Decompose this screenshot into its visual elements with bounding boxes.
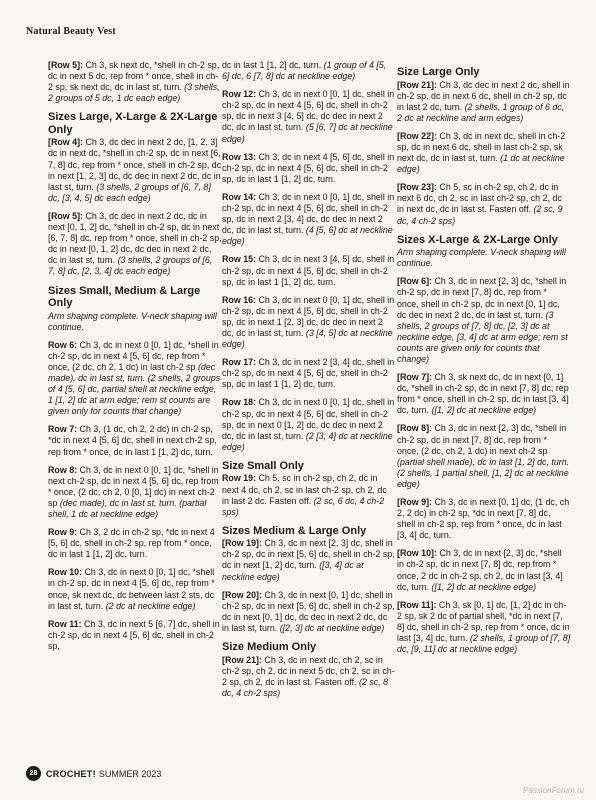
row-instructions: Ch 3, dc in next 0 [0, 1] dc, *shell in ch-2 sp, dc in next 4 [5, 6] dc, rep from * once, sk next dc, dc between last 2 sts, dc in last st, turn. bbox=[48, 567, 215, 611]
row-instructions: dc in last 1 [1, 2] dc, turn. bbox=[222, 60, 324, 70]
section-heading: Sizes Medium & Large Only bbox=[222, 524, 367, 537]
row-stitch-count: (2 shells, 1 group of 6 dc, 2 dc at neckline and arm edges) bbox=[397, 101, 565, 123]
row-stitch-count: (dec made), dc in last st, turn. (2 shells, 2 groups of 4 [5, 6] dc, partial shell at neckline edge, 1 [1, 2] dc at arm edge; rem st counts are given only for counts that change) bbox=[48, 361, 221, 417]
row-stitch-count: (dec made), dc in last st, turn. (partial shell, 1 dc at neckline edge) bbox=[48, 497, 207, 519]
row-stitch-count: (4 [5, 6] dc at neckline edge) bbox=[222, 225, 393, 247]
row-label: Row 16: bbox=[222, 294, 257, 305]
pattern-row bbox=[48, 619, 222, 652]
row-instructions: Ch 3, dc in next [2, 3] dc, *shell in ch-2 sp, dc in next [7, 8] dc, rep from * once, shell in ch-2 sp, dc in next [0, 1] dc, dc dec in next 2 dc, dc in last st, turn. bbox=[397, 276, 567, 320]
pattern-row bbox=[397, 497, 571, 541]
row-label: Row 12: bbox=[222, 89, 257, 100]
row-instructions: Ch 3, dc dec in next 2 dc, dc in next [0, 1, 2] dc, *shell in ch-2 sp, dc in next [6, 7, 8] dc, rep from * once, shell in ch-2 sp, dc in next [0, 1, 2] dc, dc dec in next 2 dc, dc in last st, turn. bbox=[48, 210, 222, 266]
pattern-row bbox=[222, 655, 396, 699]
row-instructions: Ch 3, dc in next 2 [3, 4] dc, shell in ch-2 sp, dc in next 4 [5, 6] dc, shell in ch-2 sp, dc in last 1 [1, 2] dc, turn. bbox=[222, 357, 395, 390]
row-instructions: Ch 3, dc in next [2, 3] dc, *shell in ch-2 sp, dc in next [7, 8] dc, rep from * once, 2 dc in ch-2 sp, ch 2, dc in last [3, 4] dc, turn. bbox=[397, 548, 563, 592]
section-heading: Size Large Only bbox=[397, 66, 480, 78]
row-label: Row 11: bbox=[48, 618, 82, 629]
pattern-row bbox=[48, 137, 222, 204]
section-note: Arm shaping complete. V-neck shaping will continue. bbox=[48, 310, 217, 332]
row-label: [Row 9]: bbox=[397, 497, 433, 507]
row-label: [Row 22]: bbox=[397, 130, 437, 141]
row-stitch-count: (2 sc, 6 dc, 4 ch-2 sps) bbox=[222, 495, 385, 517]
row-label: [Row 21]: bbox=[222, 654, 262, 665]
row-instructions: Ch 3, dc in next 0 [0, 1] dc, *shell in ch-2 sp, dc in next 4 [5, 6] dc, rep from * once, (2 dc, ch 2, 1 dc) in last ch-2 sp bbox=[48, 339, 219, 372]
row-stitch-count: (3 shells, 2 groups of 5 dc, 1 dc each edge) bbox=[48, 82, 220, 104]
pattern-row bbox=[48, 424, 222, 457]
pattern-row bbox=[397, 131, 571, 175]
pattern-row bbox=[222, 295, 396, 350]
row-label: [Row 5]: bbox=[48, 210, 84, 221]
pattern-row bbox=[222, 538, 396, 582]
row-instructions: Ch 3, dc in next [2, 3] dc, shell in ch-2 sp, dc in next [5, 6] dc, shell in ch-2 sp, dc in next [1, 2] dc, turn. bbox=[222, 538, 395, 571]
pattern-row bbox=[222, 590, 396, 634]
row-stitch-count: ([2, 3] dc at neckline edge) bbox=[279, 622, 385, 633]
column-1 bbox=[48, 60, 222, 659]
pattern-row bbox=[222, 152, 396, 185]
row-instructions: Ch 3, 2 dc in ch-2 sp, *dc in next 4 [5, 6] dc, shell in ch-2 sp, rep from * once, dc in last 1 [1, 2] dc, turn. bbox=[48, 527, 215, 560]
row-stitch-count: (2 sc, 8 dc, 4 ch-2 sps) bbox=[222, 676, 389, 698]
row-label: [Row 10]: bbox=[397, 548, 437, 559]
page-number: 28 bbox=[26, 766, 41, 781]
row-stitch-count: (3 shells, 2 groups of [7, 8] dc, [2, 3] dc at neckline edge, [3, 4] dc at arm edge; rem st counts are given only for counts that change) bbox=[397, 309, 568, 364]
row-label: Row 14: bbox=[222, 191, 257, 202]
pattern-row bbox=[48, 60, 222, 104]
row-instructions: Ch 3, dc in next 3 [4, 5] dc, shell in ch-2 sp, dc in next 4 [5, 6] dc, shell in ch-2 sp, dc in last 1 [1, 2] dc, turn. bbox=[222, 254, 395, 287]
row-label: Row 10: bbox=[48, 567, 83, 578]
row-stitch-count: (2 dc at neckline edge) bbox=[105, 600, 196, 611]
pattern-row bbox=[48, 340, 222, 418]
row-instructions: Ch 3, dc in next 0 [0, 1] dc, shell in ch-2 sp, dc in next 4 [5, 6] dc, shell in ch-2 sp, dc in next 1 [2, 3] dc, dc dec in next 2 dc, dc in last st, turn. bbox=[222, 294, 395, 338]
pattern-row bbox=[397, 372, 571, 416]
pattern-row bbox=[397, 600, 571, 655]
row-label: [Row 21]: bbox=[397, 79, 437, 90]
issue-name: SUMMER 2023 bbox=[98, 768, 162, 779]
section-note: Arm shaping complete. V-neck shaping will continue. bbox=[397, 247, 566, 269]
row-stitch-count: ([1, 2] dc at neckline edge) bbox=[431, 581, 537, 592]
row-label: Row 9: bbox=[48, 527, 78, 538]
row-instructions: Ch 3, sk [0, 1] dc, [1, 2] dc in ch-2 sp, sk 2 dc of partial shell, *dc in next [7, 8] dc, shell in ch-2 sp, rep from * once, dc in last [3, 4] dc, turn. bbox=[397, 599, 570, 644]
row-stitch-count: (5 [6, 7] dc at neckline edge) bbox=[222, 122, 393, 144]
row-label: [Row 4]: bbox=[48, 137, 84, 148]
row-stitch-count: ([3, 4] dc at neckline edge) bbox=[222, 560, 364, 582]
section-heading: Size Medium Only bbox=[222, 641, 317, 654]
page-header: Natural Beauty Vest bbox=[26, 26, 116, 37]
row-instructions: Ch 3, sk next dc, *shell in ch-2 sp, dc in next 5 dc, rep from * once, shell in ch-2 sp, sk next dc, dc in last st, turn. bbox=[48, 60, 220, 93]
row-label: Row 13: bbox=[222, 151, 257, 162]
row-label: [Row 23]: bbox=[397, 182, 437, 193]
row-instructions: Ch 3, dc in next 0 [0, 1] dc, shell in ch-2 sp, dc in next 4 [5, 6] dc, shell in ch-2 sp, dc in next 0 [1, 2] dc, dc dec in next 2 dc, dc in last st, turn. bbox=[222, 397, 395, 441]
pattern-row bbox=[222, 254, 396, 287]
row-instructions: Ch 5, sc in ch-2 sp, ch 2, dc in next 4 dc, ch 2, sc in last ch-2 sp, ch 2, dc in last 2 dc. Fasten off. bbox=[222, 473, 387, 506]
pattern-row bbox=[222, 89, 396, 144]
row-label: [Row 5]: bbox=[48, 60, 84, 70]
row-stitch-count: (2 shells, 1 group of [7, 8] dc, [9, 11] dc at neckline edge) bbox=[397, 633, 571, 655]
row-instructions: Ch 3, dc in next 4 [5, 6] dc, shell in ch-2 sp, dc in next 4 [5, 6] dc, shell in ch-2 sp, dc in last 1 [1, 2] dc, turn. bbox=[222, 151, 395, 184]
row-label: Row 19: bbox=[222, 473, 257, 484]
pattern-row bbox=[397, 182, 571, 226]
pattern-row bbox=[222, 60, 396, 82]
row-label: [Row 8]: bbox=[397, 423, 433, 434]
row-label: [Row 7]: bbox=[397, 372, 433, 383]
row-instructions: Ch 3, (1 dc, ch 2, 2 dc) in ch-2 sp, *dc in next 4 [5, 6] dc, shell in next ch-2 sp, rep from * once, dc in last 1 [1, 2] dc, turn. bbox=[48, 424, 217, 457]
section-heading: Sizes Large, X-Large & 2X-Large Only bbox=[48, 111, 218, 136]
pattern-row bbox=[397, 548, 571, 592]
row-stitch-count: (2 [3, 4] dc at neckline edge) bbox=[222, 430, 393, 452]
watermark: PassionForum.ru bbox=[523, 786, 584, 795]
pattern-row bbox=[48, 527, 222, 560]
row-label: [Row 19]: bbox=[222, 538, 262, 549]
pattern-row bbox=[397, 276, 571, 365]
column-3 bbox=[397, 60, 571, 662]
row-stitch-count: (3 shells, 2 groups of [6, 7, 8] dc, [2, 3, 4] dc each edge) bbox=[48, 255, 213, 277]
row-instructions: Ch 3, dc in next [2, 3] dc, *shell in ch-2 sp, dc in next [7, 8] dc, rep from * once, (2 dc, ch 2, 1 dc) in next ch-2 sp bbox=[397, 423, 567, 456]
pattern-row bbox=[48, 465, 222, 520]
row-label: Row 17: bbox=[222, 357, 257, 368]
row-stitch-count: (2 sc, 9 dc, 4 ch-2 sps) bbox=[397, 204, 563, 226]
row-instructions: Ch 3, dc dec in next 2 dc, shell in ch-2 sp, dc in next 6 dc, shell in ch-2 sp, dc in last 2 dc, turn. bbox=[397, 79, 570, 112]
row-instructions: Ch 3, dc in next dc, ch 2, sc in ch-2 sp, ch 2, dc in next 5 dc, ch 2, sc in ch-2 sp, ch 2, dc in last st. Fasten off. bbox=[222, 654, 395, 687]
pattern-row bbox=[222, 397, 396, 452]
row-instructions: Ch 3, dc dec in next 2 dc, [1, 2, 3] dc in next dc, *shell in ch-2 sp, dc in next [6, 7, 8] dc, rep from * once, shell in ch-2 sp, dc in next [1, 2, 3] dc, dc dec in next 2 dc, dc in last st, turn. bbox=[48, 137, 222, 192]
row-label: [Row 11]: bbox=[397, 599, 437, 610]
row-instructions: Ch 3, sk next dc, dc in next [0, 1] dc, *shell in ch-2 sp, dc in next [7, 8] dc, rep from * once, shell in ch-2 sp, dc in last [3, 4] dc, turn. bbox=[397, 372, 569, 416]
pattern-row bbox=[397, 423, 571, 490]
page-footer bbox=[26, 766, 161, 781]
row-instructions: Ch 3, dc in next 0 [0, 1] dc, *shell in next ch-2 sp, dc in next 4 [5, 6] dc, rep from * once, (2 dc, ch 2, 0 [0, 1] dc) in next ch-2 sp bbox=[48, 464, 219, 508]
pattern-row bbox=[222, 357, 396, 390]
row-instructions: Ch 3, dc in next 5 [6, 7] dc, shell in ch-2 sp, dc in next 4 [5, 6] dc, shell in ch-2 sp, bbox=[48, 618, 220, 651]
magazine-name: CROCHET! bbox=[46, 768, 96, 779]
row-stitch-count: (1 group of 4 [5, 6] dc, 6 [7, 8] dc at neckline edge) bbox=[222, 60, 387, 82]
row-instructions: Ch 3, dc in next [0, 1] dc, (1 dc, ch 2, 2 dc) in ch-2 sp, *dc in next [7, 8] dc, shell in ch-2 sp, rep from * once, dc in last [3, 4] dc, turn. bbox=[397, 497, 570, 541]
row-stitch-count: (1 dc at neckline edge) bbox=[397, 153, 565, 175]
row-instructions: Ch 3, dc in next [0, 1] dc, shell in ch-2 sp, dc in next [5, 6] dc, shell in ch-2 sp, dc in next [0, 1] dc, dc dec in next 2 dc, dc in last st, turn. bbox=[222, 589, 395, 633]
row-label: Row 8: bbox=[48, 464, 78, 475]
section-heading: Sizes X-Large & 2X-Large Only bbox=[397, 233, 558, 246]
row-label: [Row 20]: bbox=[222, 589, 262, 600]
row-instructions: Ch 5, sc in ch-2 sp, ch 2, dc in next 6 dc, ch 2, sc in last ch-2 sp, ch 2, dc in next dc, dc in last st. Fasten off. bbox=[397, 182, 562, 215]
pattern-row bbox=[222, 192, 396, 247]
row-instructions: Ch 3, dc in next 0 [0, 1] dc, shell in ch-2 sp, dc in next 4 [5, 6] dc, shell in ch-2 sp, dc in next 3 [4, 5] dc, dc dec in next 2 dc, dc in last st, turn. bbox=[222, 89, 395, 133]
row-label: Row 15: bbox=[222, 254, 257, 265]
row-stitch-count: ([1, 2] dc at neckline edge) bbox=[431, 405, 537, 416]
row-label: [Row 6]: bbox=[397, 276, 433, 287]
row-stitch-count: (partial shell made), dc in last [1, 2] dc, turn. (2 shells, 1 partial shell, [1, 2] dc at neckline edge) bbox=[397, 456, 570, 489]
row-label: Row 7: bbox=[48, 424, 78, 435]
row-stitch-count: (3 shells, 2 groups of [6, 7, 8] dc, [3, 4, 5] dc each edge) bbox=[48, 181, 211, 203]
row-label: Row 18: bbox=[222, 397, 257, 408]
column-2 bbox=[222, 60, 396, 706]
pattern-row bbox=[222, 473, 396, 517]
section-heading: Size Small Only bbox=[222, 459, 304, 472]
row-label: Row 6: bbox=[48, 339, 78, 350]
section-heading: Sizes Small, Medium & Large Only bbox=[48, 284, 201, 309]
row-stitch-count: (3 [4, 5] dc at neckline edge) bbox=[222, 327, 393, 350]
pattern-row bbox=[48, 211, 222, 278]
pattern-row bbox=[48, 567, 222, 611]
row-instructions: Ch 3, dc in next 0 [0, 1] dc, shell in ch-2 sp, dc in next 4 [5, 6] dc, shell in ch-2 sp, dc in next 2 [3, 4] dc, dc dec in next 2 dc, dc in last st, turn. bbox=[222, 191, 395, 236]
pattern-row bbox=[397, 80, 571, 124]
row-instructions: Ch 3, dc in next dc, shell in ch-2 sp, dc in next 6 dc, shell in last ch-2 sp, sk next dc, dc in last st, turn. bbox=[397, 130, 566, 164]
